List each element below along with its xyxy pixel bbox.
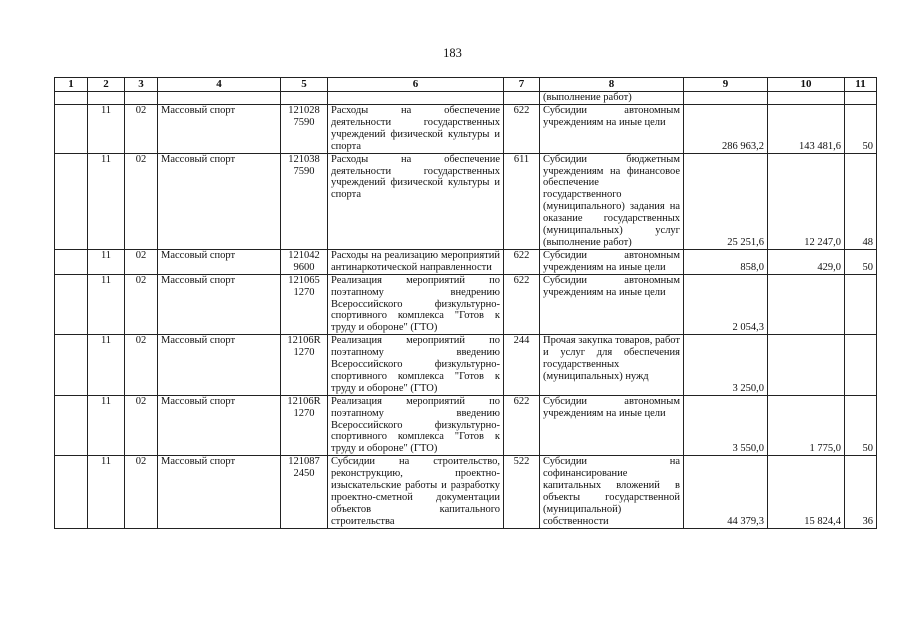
cell-sum-col9: 44 379,3 (684, 456, 768, 528)
col-header-11: 11 (845, 78, 877, 92)
cell-section: 11 (88, 335, 125, 396)
cell-code: 12106R 1270 (281, 335, 328, 396)
cell-section: 11 (88, 395, 125, 456)
cell-code: 121065 1270 (281, 274, 328, 335)
budget-table (54, 77, 877, 529)
col-header-5: 5 (281, 78, 328, 92)
table-row (55, 456, 877, 528)
cell-section: 11 (88, 274, 125, 335)
cell-percent: 36 (845, 456, 877, 528)
continuation-expense-name: (выполнение работ) (540, 92, 684, 105)
cell-expense-name: Субсидии на софинансирование капитальных вложений в объекты государственной (муниципальной) собственности (540, 456, 684, 528)
col-header-6: 6 (328, 78, 504, 92)
cell-sum-col9: 3 550,0 (684, 395, 768, 456)
cell-code: 121028 7590 (281, 105, 328, 154)
cell-percent: 50 (845, 105, 877, 154)
cell-sum-col9: 858,0 (684, 249, 768, 274)
cell-expense-type: 622 (504, 249, 540, 274)
col-header-4: 4 (158, 78, 281, 92)
cell-description: Реализация мероприятий по поэтапному введению Всероссийского физкультурно-спортивного комплекса "Готов к труду и обороне" (ГТО) (328, 395, 504, 456)
cell-col1 (55, 456, 88, 528)
col-header-8: 8 (540, 78, 684, 92)
cell-sum-col10 (768, 335, 845, 396)
table-row (55, 335, 877, 396)
table-row (55, 249, 877, 274)
cell-col1 (55, 274, 88, 335)
cell-name: Массовый спорт (158, 456, 281, 528)
cell-sum-col10 (768, 274, 845, 335)
cell-expense-name: Прочая закупка товаров, работ и услуг для обеспечения государственных (муниципальных) нужд (540, 335, 684, 396)
cell-description: Субсидии на строительство, реконструкцию, проектно-изыскательские работы и разработку проектно-сметной документации объектов капитального строительства (328, 456, 504, 528)
cell-sum-col10: 12 247,0 (768, 153, 845, 249)
cell-name: Массовый спорт (158, 335, 281, 396)
cell-subsection: 02 (125, 456, 158, 528)
cell-sum-col10: 143 481,6 (768, 105, 845, 154)
table-row (55, 153, 877, 249)
cell-section: 11 (88, 456, 125, 528)
col-header-10: 10 (768, 78, 845, 92)
cell-subsection: 02 (125, 249, 158, 274)
cell-sum-col10: 429,0 (768, 249, 845, 274)
col-header-9: 9 (684, 78, 768, 92)
cell-percent: 50 (845, 249, 877, 274)
cell-col1 (55, 335, 88, 396)
cell-sum-col10: 1 775,0 (768, 395, 845, 456)
cell-expense-type: 522 (504, 456, 540, 528)
cell-col1 (55, 105, 88, 154)
cell-code: 121038 7590 (281, 153, 328, 249)
cell-expense-type: 622 (504, 105, 540, 154)
col-header-2: 2 (88, 78, 125, 92)
cell-percent (845, 274, 877, 335)
cell-col1 (55, 153, 88, 249)
cell-name: Массовый спорт (158, 153, 281, 249)
cell-subsection: 02 (125, 153, 158, 249)
cell-code: 121042 9600 (281, 249, 328, 274)
cell-description: Расходы на реализацию мероприятий антинаркотической направленности (328, 249, 504, 274)
cell-subsection: 02 (125, 105, 158, 154)
cell-description: Реализация мероприятий по поэтапному введению Всероссийского физкультурно-спортивного комплекса "Готов к труду и обороне" (ГТО) (328, 335, 504, 396)
cell-section: 11 (88, 153, 125, 249)
cell-sum-col10: 15 824,4 (768, 456, 845, 528)
cell-col1 (55, 249, 88, 274)
table-row (55, 395, 877, 456)
col-header-1: 1 (55, 78, 88, 92)
cell-expense-name: Субсидии автономным учреждениям на иные цели (540, 105, 684, 154)
cell-expense-type: 622 (504, 395, 540, 456)
header-row (55, 78, 877, 92)
continuation-row (55, 92, 877, 105)
cell-section: 11 (88, 249, 125, 274)
col-header-3: 3 (125, 78, 158, 92)
cell-name: Массовый спорт (158, 105, 281, 154)
cell-expense-type: 611 (504, 153, 540, 249)
cell-sum-col9: 25 251,6 (684, 153, 768, 249)
cell-expense-name: Субсидии автономным учреждениям на иные цели (540, 395, 684, 456)
cell-percent: 48 (845, 153, 877, 249)
cell-section: 11 (88, 105, 125, 154)
cell-expense-name: Субсидии бюджетным учреждениям на финансовое обеспечение государственного (муниципального) задания на оказание государственных (муниципальных) услуг (выполнение работ) (540, 153, 684, 249)
cell-sum-col9: 286 963,2 (684, 105, 768, 154)
cell-description: Расходы на обеспечение деятельности государственных учреждений физической культуры и спорта (328, 153, 504, 249)
cell-name: Массовый спорт (158, 395, 281, 456)
cell-sum-col9: 2 054,3 (684, 274, 768, 335)
cell-code: 121087 2450 (281, 456, 328, 528)
cell-expense-name: Субсидии автономным учреждениям на иные цели (540, 274, 684, 335)
cell-sum-col9: 3 250,0 (684, 335, 768, 396)
cell-description: Реализация мероприятий по поэтапному внедрению Всероссийского физкультурно-спортивного комплекса "Готов к труду и обороне" (ГТО) (328, 274, 504, 335)
cell-col1 (55, 395, 88, 456)
cell-expense-name: Субсидии автономным учреждениям на иные цели (540, 249, 684, 274)
cell-expense-type: 622 (504, 274, 540, 335)
cell-subsection: 02 (125, 335, 158, 396)
col-header-7: 7 (504, 78, 540, 92)
cell-name: Массовый спорт (158, 274, 281, 335)
cell-subsection: 02 (125, 274, 158, 335)
table-row (55, 274, 877, 335)
page-number: 183 (443, 46, 462, 60)
table-row (55, 105, 877, 154)
cell-description: Расходы на обеспечение деятельности государственных учреждений физической культуры и спорта (328, 105, 504, 154)
cell-name: Массовый спорт (158, 249, 281, 274)
cell-subsection: 02 (125, 395, 158, 456)
cell-percent: 50 (845, 395, 877, 456)
cell-expense-type: 244 (504, 335, 540, 396)
cell-code: 12106R 1270 (281, 395, 328, 456)
cell-percent (845, 335, 877, 396)
